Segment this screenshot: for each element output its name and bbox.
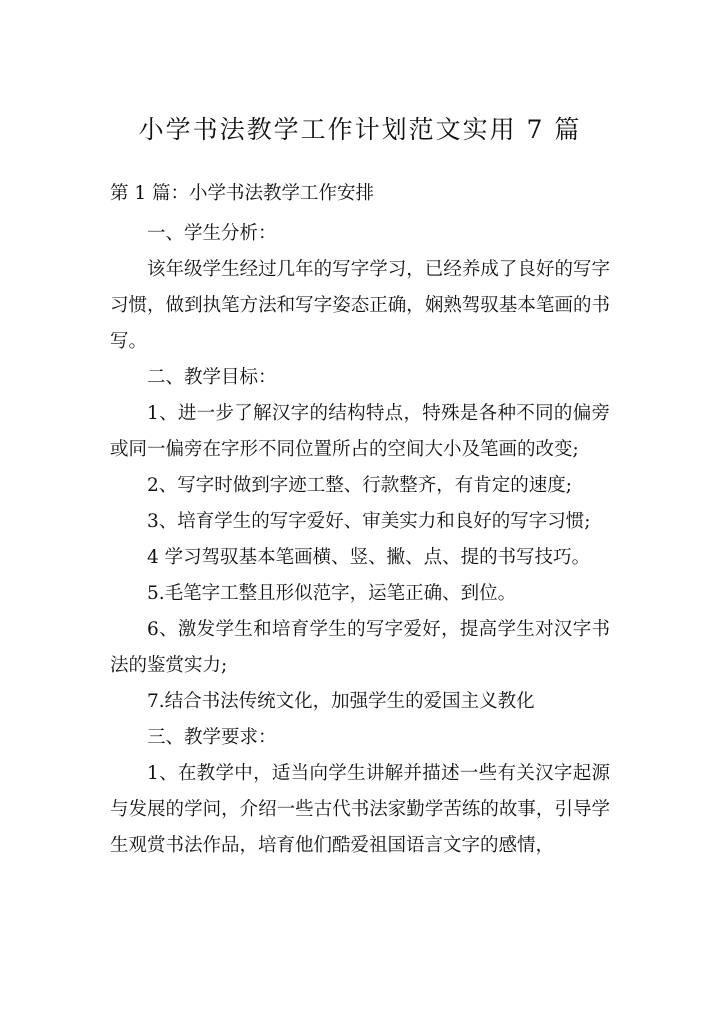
paragraph: 二、教学目标： (147, 367, 277, 388)
paragraph: 该年级学生经过几年的写字学习，已经养成了良好的写字习惯，做到执笔方法和写字姿态正确，娴熟驾驭基本笔画的书写。 (110, 259, 610, 352)
paragraph: 7.结合书法传统文化，加强学生的爱国主义教化 (147, 691, 535, 712)
document-title: 小学书法教学工作计划范文实用 7 篇 (138, 115, 582, 144)
paragraph: 三、教学要求： (147, 727, 277, 748)
section-heading: 第 1 篇：小学书法教学工作安排 (110, 183, 375, 204)
document-body (110, 176, 610, 864)
paragraph: 1、在教学中，适当向学生讲解并描述一些有关汉字起源与发展的学问，介绍一些古代书法家勤学苦练的故事，引导学生观赏书法作品，培育他们酷爱祖国语言文字的感情， (110, 763, 610, 856)
paragraph: 3、培育学生的写字爱好、审美实力和良好的写字习惯; (147, 511, 591, 532)
paragraph: 1、进一步了解汉字的结构特点，特殊是各种不同的偏旁或同一偏旁在字形不同位置所占的空间大小及笔画的改变; (110, 403, 610, 460)
paragraph: 5.毛笔字工整且形似范字，运笔正确、到位。 (147, 583, 517, 604)
paragraph: 4 学习驾驭基本笔画横、竖、撇、点、提的书写技巧。 (147, 547, 591, 568)
paragraph: 6、激发学生和培育学生的写字爱好，提高学生对汉字书法的鉴赏实力; (110, 619, 610, 676)
paragraph: 一、学生分析： (147, 223, 277, 244)
paragraph: 2、写字时做到字迹工整、行款整齐，有肯定的速度; (147, 475, 573, 496)
